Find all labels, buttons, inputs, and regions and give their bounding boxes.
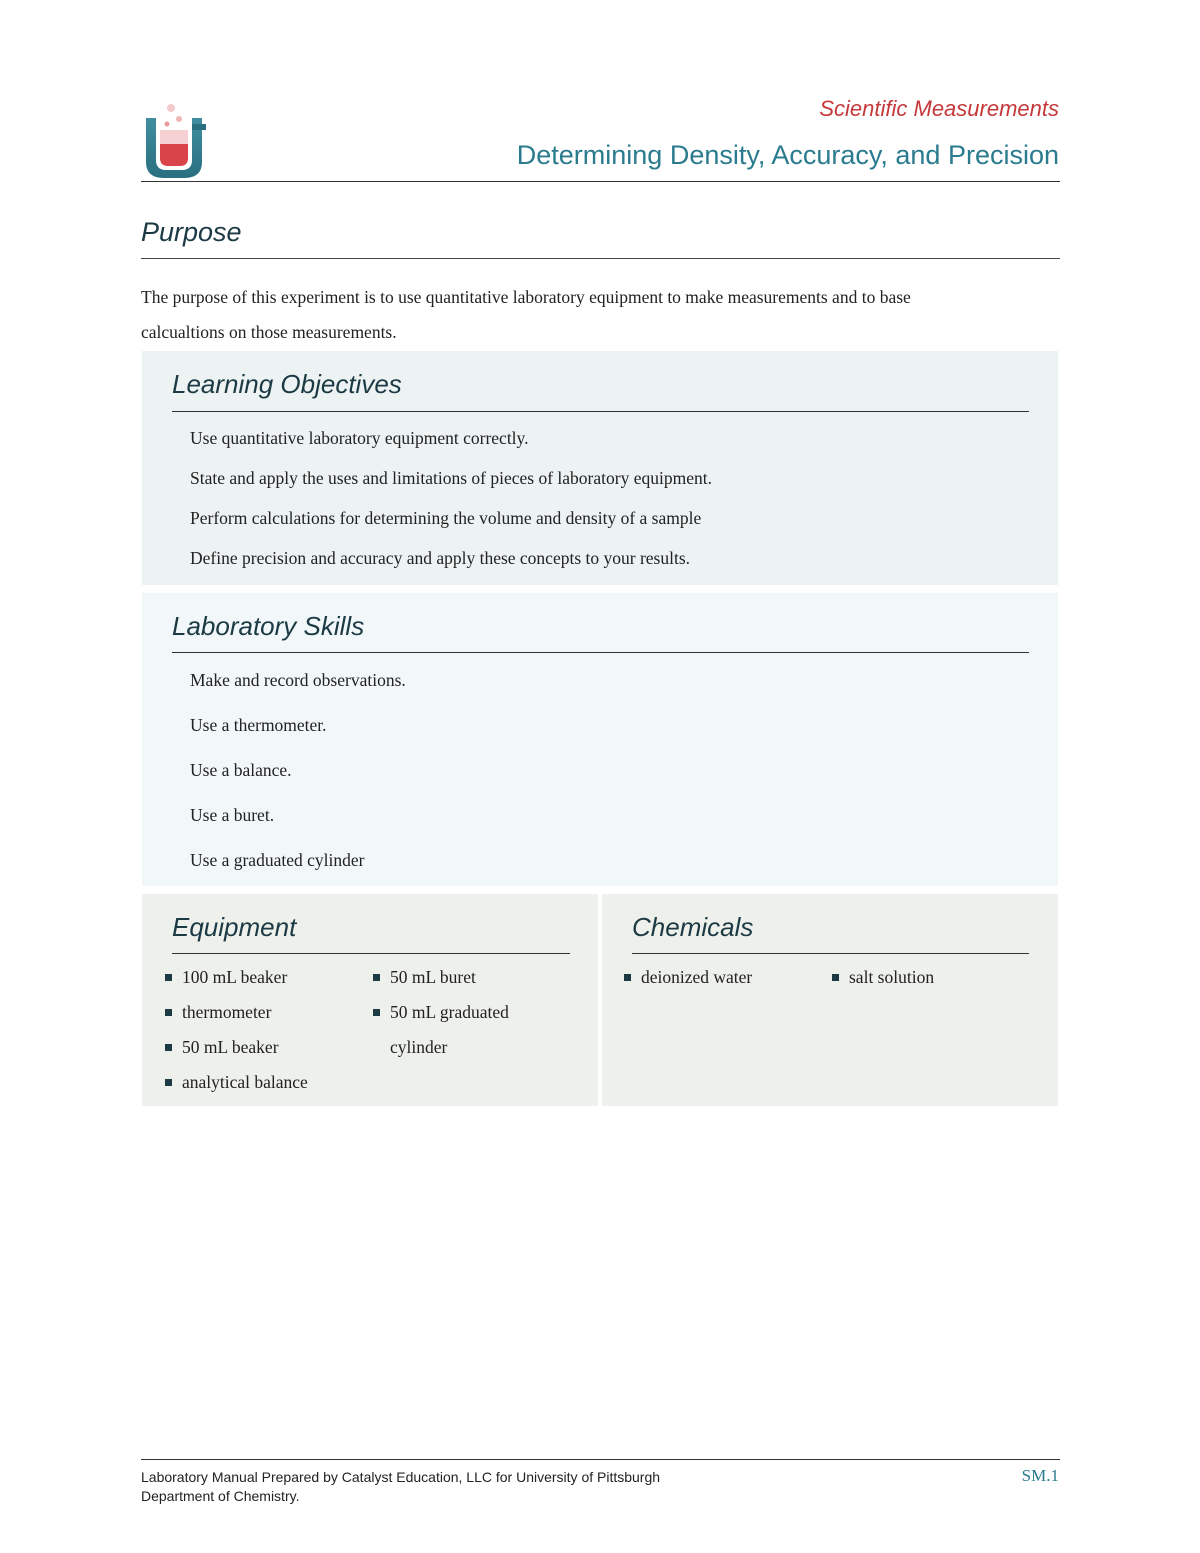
chemicals-box [602,894,1058,1106]
purpose-heading: Purpose [141,217,242,247]
objectives-divider [172,411,1029,412]
list-item: analytical balance [165,1065,355,1100]
equipment-heading: Equipment [172,912,297,942]
footer-line: Laboratory Manual Prepared by Catalyst Education, LLC for University of Pittsburgh [141,1469,661,1485]
list-item: Use a buret. [190,805,275,825]
equipment-box [142,894,598,1106]
list-item: 100 mL beaker [165,960,355,995]
list-item: 50 mL buret [373,960,533,995]
list-item: Use a graduated cylinder [190,850,365,870]
list-item: 50 mL graduated cylinder [373,995,533,1065]
chemicals-list-col1 [624,960,814,995]
list-item: Define precision and accuracy and apply these concepts to your results. [190,548,691,568]
list-item: salt solution [832,960,1022,995]
list-item: 50 mL beaker [165,1030,355,1065]
laboratory-skills-box [142,593,1058,886]
equipment-list-col2 [373,960,533,1065]
list-item: Make and record observations. [190,670,406,690]
learning-objectives-heading: Learning Objectives [172,369,402,399]
list-item: Use a balance. [190,760,292,780]
footer-divider [141,1459,1060,1460]
objectives-list [190,425,712,585]
footer-line: Department of Chemistry. [141,1488,300,1504]
chemicals-heading: Chemicals [632,912,754,942]
list-item: Perform calculations for determining the volume and density of a sample [190,508,702,528]
header-divider [141,181,1060,182]
list-item: deionized water [624,960,814,995]
list-item: State and apply the uses and limitations of pieces of laboratory equipment. [190,468,712,488]
purpose-paragraph [141,280,1060,350]
page-number: SM.1 [1021,1466,1059,1485]
skills-divider [172,652,1029,653]
university-logo-icon [142,100,212,180]
purpose-divider [141,258,1060,259]
footer-credit [141,1468,660,1506]
equipment-list-col1 [165,960,355,1100]
list-item: Use quantitative laboratory equipment correctly. [190,428,529,448]
skills-list [190,667,406,892]
chapter-subtitle: Scientific Measurements [819,96,1059,121]
chemicals-list-col2 [832,960,1022,995]
learning-objectives-box [142,351,1058,585]
laboratory-skills-heading: Laboratory Skills [172,611,365,641]
purpose-line: The purpose of this experiment is to use quantitative laboratory equipment to make measurements and to base [141,287,911,307]
list-item: thermometer [165,995,355,1030]
equipment-divider [172,953,570,954]
page-title: Determining Density, Accuracy, and Precision [516,140,1059,170]
purpose-line: calcualtions on those measurements. [141,322,397,342]
list-item: Use a thermometer. [190,715,327,735]
chemicals-divider [632,953,1029,954]
